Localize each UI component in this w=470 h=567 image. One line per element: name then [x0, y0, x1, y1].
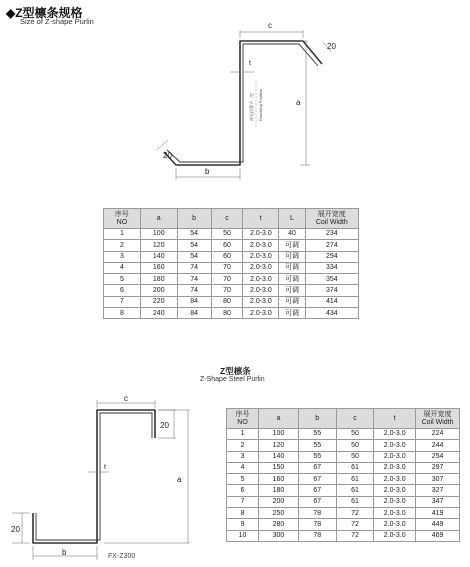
table-cell: 180: [259, 485, 299, 496]
dim-t-label: t: [249, 60, 251, 67]
table-cell: 7: [227, 496, 259, 507]
table-cell: 2.0-3.0: [243, 285, 279, 296]
table-cell: 4: [104, 262, 141, 273]
table-row: [227, 508, 460, 519]
table-cell: 3: [227, 451, 259, 462]
table-row: [227, 519, 460, 530]
table-cell: 150: [259, 462, 299, 473]
table-row: [227, 451, 460, 462]
z-purlin-diagram-2: [0, 388, 200, 567]
page-subtitle: Size of Z-shape Purlin: [20, 17, 94, 26]
table-row: [227, 485, 460, 496]
table-cell: 可调: [279, 251, 305, 262]
table-cell: 1: [104, 229, 141, 240]
table-cell: 54: [177, 229, 211, 240]
table-cell: 2.0-3.0: [243, 274, 279, 285]
table-cell: 40: [279, 229, 305, 240]
table-cell: 5: [227, 474, 259, 485]
table-cell: 160: [140, 262, 177, 273]
table-cell: 2: [104, 240, 141, 251]
table-cell: 54: [177, 251, 211, 262]
table-cell: 250: [259, 508, 299, 519]
table-cell: 347: [416, 496, 460, 507]
table-cell: 254: [416, 451, 460, 462]
table-header-cell: 展开宽度 Coil Width: [305, 209, 358, 229]
dim-lip-bottom-label: 20: [11, 525, 20, 534]
table-cell: 8: [227, 508, 259, 519]
table-header-row: [104, 209, 359, 229]
table-header-cell: t: [243, 209, 279, 229]
table-cell: 240: [140, 308, 177, 319]
table-cell: 50: [336, 429, 374, 440]
table-cell: 2.0-3.0: [243, 296, 279, 307]
table-cell: 2.0-3.0: [374, 429, 416, 440]
table-cell: 61: [336, 496, 374, 507]
table-row: [227, 496, 460, 507]
table-cell: 6: [227, 485, 259, 496]
table-cell: 327: [416, 485, 460, 496]
table-cell: 297: [416, 462, 460, 473]
table-cell: 100: [259, 429, 299, 440]
table-cell: 2.0-3.0: [243, 262, 279, 273]
table-cell: 可调: [279, 274, 305, 285]
table-header-cell: c: [336, 409, 374, 429]
table-cell: 72: [336, 519, 374, 530]
table-cell: 2.0-3.0: [243, 240, 279, 251]
table-cell: 80: [211, 296, 243, 307]
table-cell: 307: [416, 474, 460, 485]
table-cell: 61: [336, 485, 374, 496]
table-header-cell: L: [279, 209, 305, 229]
dim-b-label: b: [62, 548, 67, 557]
table-cell: 55: [298, 440, 336, 451]
table-cell: 10: [227, 530, 259, 541]
table-cell: 60: [211, 240, 243, 251]
table-cell: 2.0-3.0: [374, 508, 416, 519]
table-cell: 280: [259, 519, 299, 530]
table-cell: 2.0-3.0: [374, 530, 416, 541]
table-cell: 244: [416, 440, 460, 451]
table-cell: 54: [177, 240, 211, 251]
table-cell: 70: [211, 285, 243, 296]
dim-t-label: t: [104, 464, 106, 471]
table-row: [104, 296, 359, 307]
table-cell: 2.0-3.0: [374, 440, 416, 451]
table-header-cell: a: [259, 409, 299, 429]
table-cell: 可调: [279, 240, 305, 251]
table-cell: 8: [104, 308, 141, 319]
table-row: [104, 274, 359, 285]
section2-title: Z型檩条: [220, 366, 251, 376]
table-cell: 72: [336, 530, 374, 541]
table-header-cell: t: [374, 409, 416, 429]
z-steel-purlin-size-table: [226, 408, 460, 542]
table-cell: 419: [416, 508, 460, 519]
table-cell: 6: [104, 285, 141, 296]
table-cell: 234: [305, 229, 358, 240]
table-cell: 434: [305, 308, 358, 319]
table-cell: 可调: [279, 285, 305, 296]
table-cell: 2.0-3.0: [243, 229, 279, 240]
table-header-cell: 序号 NO: [227, 409, 259, 429]
table-cell: 50: [211, 229, 243, 240]
table-cell: 78: [298, 508, 336, 519]
table-cell: 2.0-3.0: [374, 451, 416, 462]
table-cell: 140: [140, 251, 177, 262]
table-cell: 78: [298, 530, 336, 541]
table-cell: 72: [336, 508, 374, 519]
table-cell: 可调: [279, 296, 305, 307]
table-cell: 74: [177, 285, 211, 296]
z-purlin-size-table: [103, 208, 359, 319]
table-cell: 224: [416, 429, 460, 440]
table-cell: 160: [259, 474, 299, 485]
table-cell: 61: [336, 462, 374, 473]
table-cell: 84: [177, 296, 211, 307]
table-cell: 80: [211, 308, 243, 319]
table-cell: 67: [298, 485, 336, 496]
table-row: [104, 251, 359, 262]
table-cell: 55: [298, 429, 336, 440]
section2-subtitle: Z-Shape Steel Purlin: [200, 376, 265, 383]
dim-lip-label: 20: [327, 42, 336, 51]
table-cell: 84: [177, 308, 211, 319]
dim-lip-bottom-label: 20: [163, 151, 172, 160]
table-cell: 2.0-3.0: [243, 251, 279, 262]
table-row: [227, 474, 460, 485]
table-cell: 55: [298, 451, 336, 462]
table-cell: 67: [298, 474, 336, 485]
table-cell: 7: [104, 296, 141, 307]
table-cell: 5: [104, 274, 141, 285]
table-cell: 120: [259, 440, 299, 451]
table-cell: 3: [104, 251, 141, 262]
dim-b-label: b: [205, 167, 210, 176]
table-cell: 2: [227, 440, 259, 451]
table-cell: 374: [305, 285, 358, 296]
dim-c-label: c: [124, 394, 128, 403]
punching-en-label: Punching Position: [258, 88, 263, 121]
z-purlin-diagram-1: [150, 18, 350, 188]
table-row: [227, 530, 460, 541]
table-cell: 294: [305, 251, 358, 262]
table-header-cell: b: [298, 409, 336, 429]
table-cell: 70: [211, 262, 243, 273]
table-cell: 469: [416, 530, 460, 541]
table-row: [104, 308, 359, 319]
table-header-cell: a: [140, 209, 177, 229]
table-cell: 1: [227, 429, 259, 440]
table-cell: 2.0-3.0: [374, 519, 416, 530]
table-row: [104, 262, 359, 273]
table-cell: 2.0-3.0: [374, 474, 416, 485]
table-cell: 74: [177, 262, 211, 273]
table-cell: 100: [140, 229, 177, 240]
table-cell: 200: [259, 496, 299, 507]
table-cell: 78: [298, 519, 336, 530]
table-cell: 50: [336, 440, 374, 451]
table-row: [227, 462, 460, 473]
table-header-cell: b: [177, 209, 211, 229]
table-cell: 414: [305, 296, 358, 307]
table-cell: 334: [305, 262, 358, 273]
table-cell: 140: [259, 451, 299, 462]
table-cell: 180: [140, 274, 177, 285]
table-cell: 67: [298, 496, 336, 507]
model-label: FX-Z300: [108, 553, 136, 560]
table-cell: 可调: [279, 308, 305, 319]
table-header-cell: 序号 NO: [104, 209, 141, 229]
page-title: ◆Z型檩条规格: [6, 6, 83, 20]
table-cell: 274: [305, 240, 358, 251]
table-cell: 2.0-3.0: [374, 496, 416, 507]
table-cell: 2.0-3.0: [243, 308, 279, 319]
table-cell: 300: [259, 530, 299, 541]
table-cell: 70: [211, 274, 243, 285]
table-cell: 67: [298, 462, 336, 473]
table-cell: 120: [140, 240, 177, 251]
table-cell: 220: [140, 296, 177, 307]
dim-c-label: c: [268, 21, 272, 30]
table-cell: 2.0-3.0: [374, 485, 416, 496]
table-cell: 449: [416, 519, 460, 530]
punching-cn-label: 冲孔位置不一定: [249, 93, 254, 121]
table-cell: 61: [336, 474, 374, 485]
table-cell: 2.0-3.0: [374, 462, 416, 473]
dim-lip-label: 20: [160, 421, 169, 430]
table-cell: 4: [227, 462, 259, 473]
table-row: [104, 285, 359, 296]
table-header-row: [227, 409, 460, 429]
dim-a-label: a: [296, 98, 301, 107]
table-header-cell: c: [211, 209, 243, 229]
table-row: [227, 429, 460, 440]
dim-a-label: a: [177, 475, 182, 484]
table-cell: 可调: [279, 262, 305, 273]
table-cell: 200: [140, 285, 177, 296]
table-cell: 60: [211, 251, 243, 262]
table-cell: 74: [177, 274, 211, 285]
table-row: [104, 240, 359, 251]
table-cell: 50: [336, 451, 374, 462]
table-row: [227, 440, 460, 451]
table-row: [104, 229, 359, 240]
table-cell: 354: [305, 274, 358, 285]
table-cell: 9: [227, 519, 259, 530]
table-header-cell: 展开宽度 Coil Width: [416, 409, 460, 429]
